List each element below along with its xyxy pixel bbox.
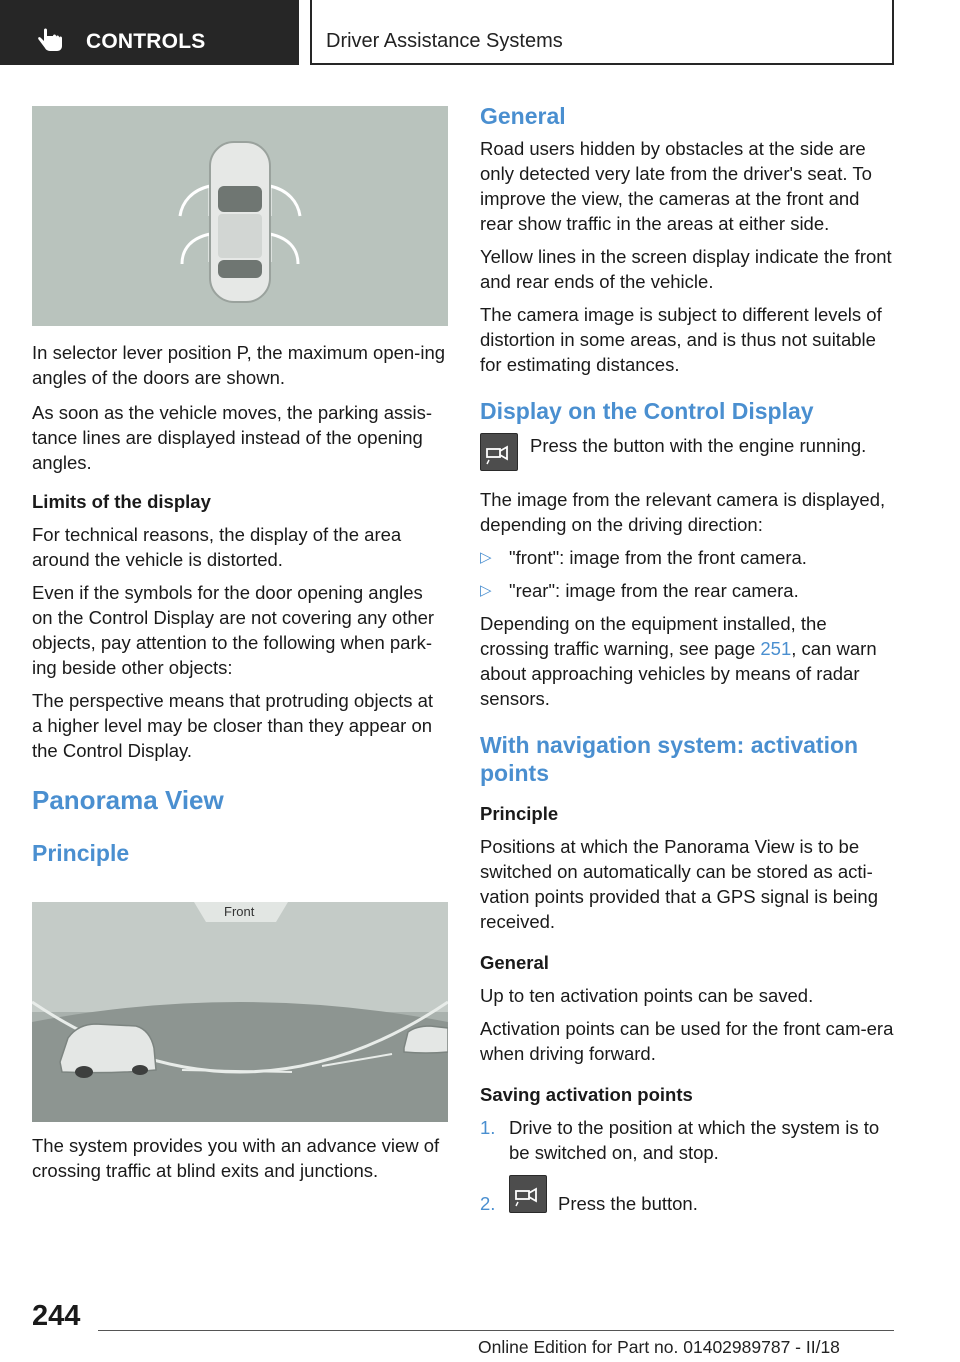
principle-heading: Principle	[32, 840, 130, 866]
display-heading: Display on the Control Display	[480, 398, 814, 424]
section-tab	[0, 0, 299, 65]
hand-touch-icon	[36, 26, 66, 54]
general2-paragraph-1: Up to ten activation points can be saved.	[480, 985, 814, 1006]
general-paragraph-3: The camera image is subject to different levels of distortion in some areas, and is thus not suitable for estimating distances.	[480, 304, 882, 375]
bullet-triangle-icon: ▷	[480, 549, 492, 566]
chapter-title: Driver Assistance Systems	[326, 30, 563, 52]
general-paragraph-1: Road users hidden by obstacles at the side are only detected very late from the driver's seat. To improve the view, the cameras at the front and rear show traffic in the areas at either side.	[480, 138, 872, 234]
bullet-triangle-icon: ▷	[480, 582, 492, 599]
paragraph-parking-lines: As soon as the vehicle moves, the parking assis-tance lines are displayed instead of the opening angles.	[32, 402, 432, 473]
general-subheading: General	[480, 952, 549, 973]
limits-paragraph-3: The perspective means that protruding objects at a higher level may be closer than they appear on the Control Display.	[32, 690, 434, 761]
footer-divider	[98, 1330, 894, 1331]
saving-subheading: Saving activation points	[480, 1084, 693, 1105]
principle-subheading: Principle	[480, 803, 559, 824]
caption-panorama: The system provides you with an advance view of crossing traffic at blind exits and junctions.	[32, 1135, 440, 1181]
limits-paragraph-2: Even if the symbols for the door opening angles on the Control Display are not covering any other objects, pay attention to the following when park-ing beside other objects:	[32, 582, 435, 678]
page-number: 244	[32, 1300, 81, 1332]
panorama-view-illustration	[32, 902, 448, 1122]
camera-button-icon	[509, 1175, 547, 1213]
section-title: CONTROLS	[86, 30, 206, 53]
limits-heading: Limits of the display	[32, 491, 211, 512]
right-column	[480, 102, 896, 1219]
general-heading: General	[480, 103, 566, 129]
chapter-tab	[310, 0, 894, 65]
equipment-paragraph: Depending on the equipment installed, the crossing traffic warning, see page 251, can warn about approaching vehicles by means of radar sensors.	[480, 613, 877, 709]
general-paragraph-2: Yellow lines in the screen display indicate the front and rear ends of the vehicle.	[480, 246, 892, 292]
camera-button-icon	[480, 433, 518, 471]
page-link[interactable]: 251	[760, 638, 792, 659]
general2-paragraph-2: Activation points can be used for the front cam-era when driving forward.	[480, 1018, 894, 1064]
edition-text: Online Edition for Part no. 01402989787 - II/18	[478, 1337, 840, 1357]
navigation-heading: With navigation system: activation points	[480, 732, 859, 786]
limits-paragraph-1: For technical reasons, the display of the area around the vehicle is distorted.	[32, 524, 402, 570]
step-item: 1. Drive to the position at which the system is to be switched on, and stop.	[480, 1117, 880, 1163]
left-column-bottom	[32, 1133, 448, 1191]
principle-paragraph: Positions at which the Panorama View is to be switched on automatically can be stored as acti-vation points provided that a GPS signal is being received.	[480, 836, 878, 932]
door-angle-illustration	[32, 106, 448, 326]
display-instruction-row	[480, 433, 896, 483]
panorama-heading: Panorama View	[32, 785, 224, 815]
bullet-item: ▷ "front": image from the front camera.	[480, 547, 807, 568]
front-camera-tab-label: Front	[224, 904, 255, 919]
left-column	[32, 340, 448, 867]
display-instruction-text: Press the button with the engine running.	[530, 435, 867, 456]
caption-door-angles: In selector lever position P, the maximum open-ing angles of the doors are shown.	[32, 342, 446, 388]
bullet-item: ▷ "rear": image from the rear camera.	[480, 580, 799, 601]
step-item: 2. Press the button.	[480, 1175, 896, 1219]
display-paragraph: The image from the relevant camera is displayed, depending on the driving direction:	[480, 489, 886, 535]
